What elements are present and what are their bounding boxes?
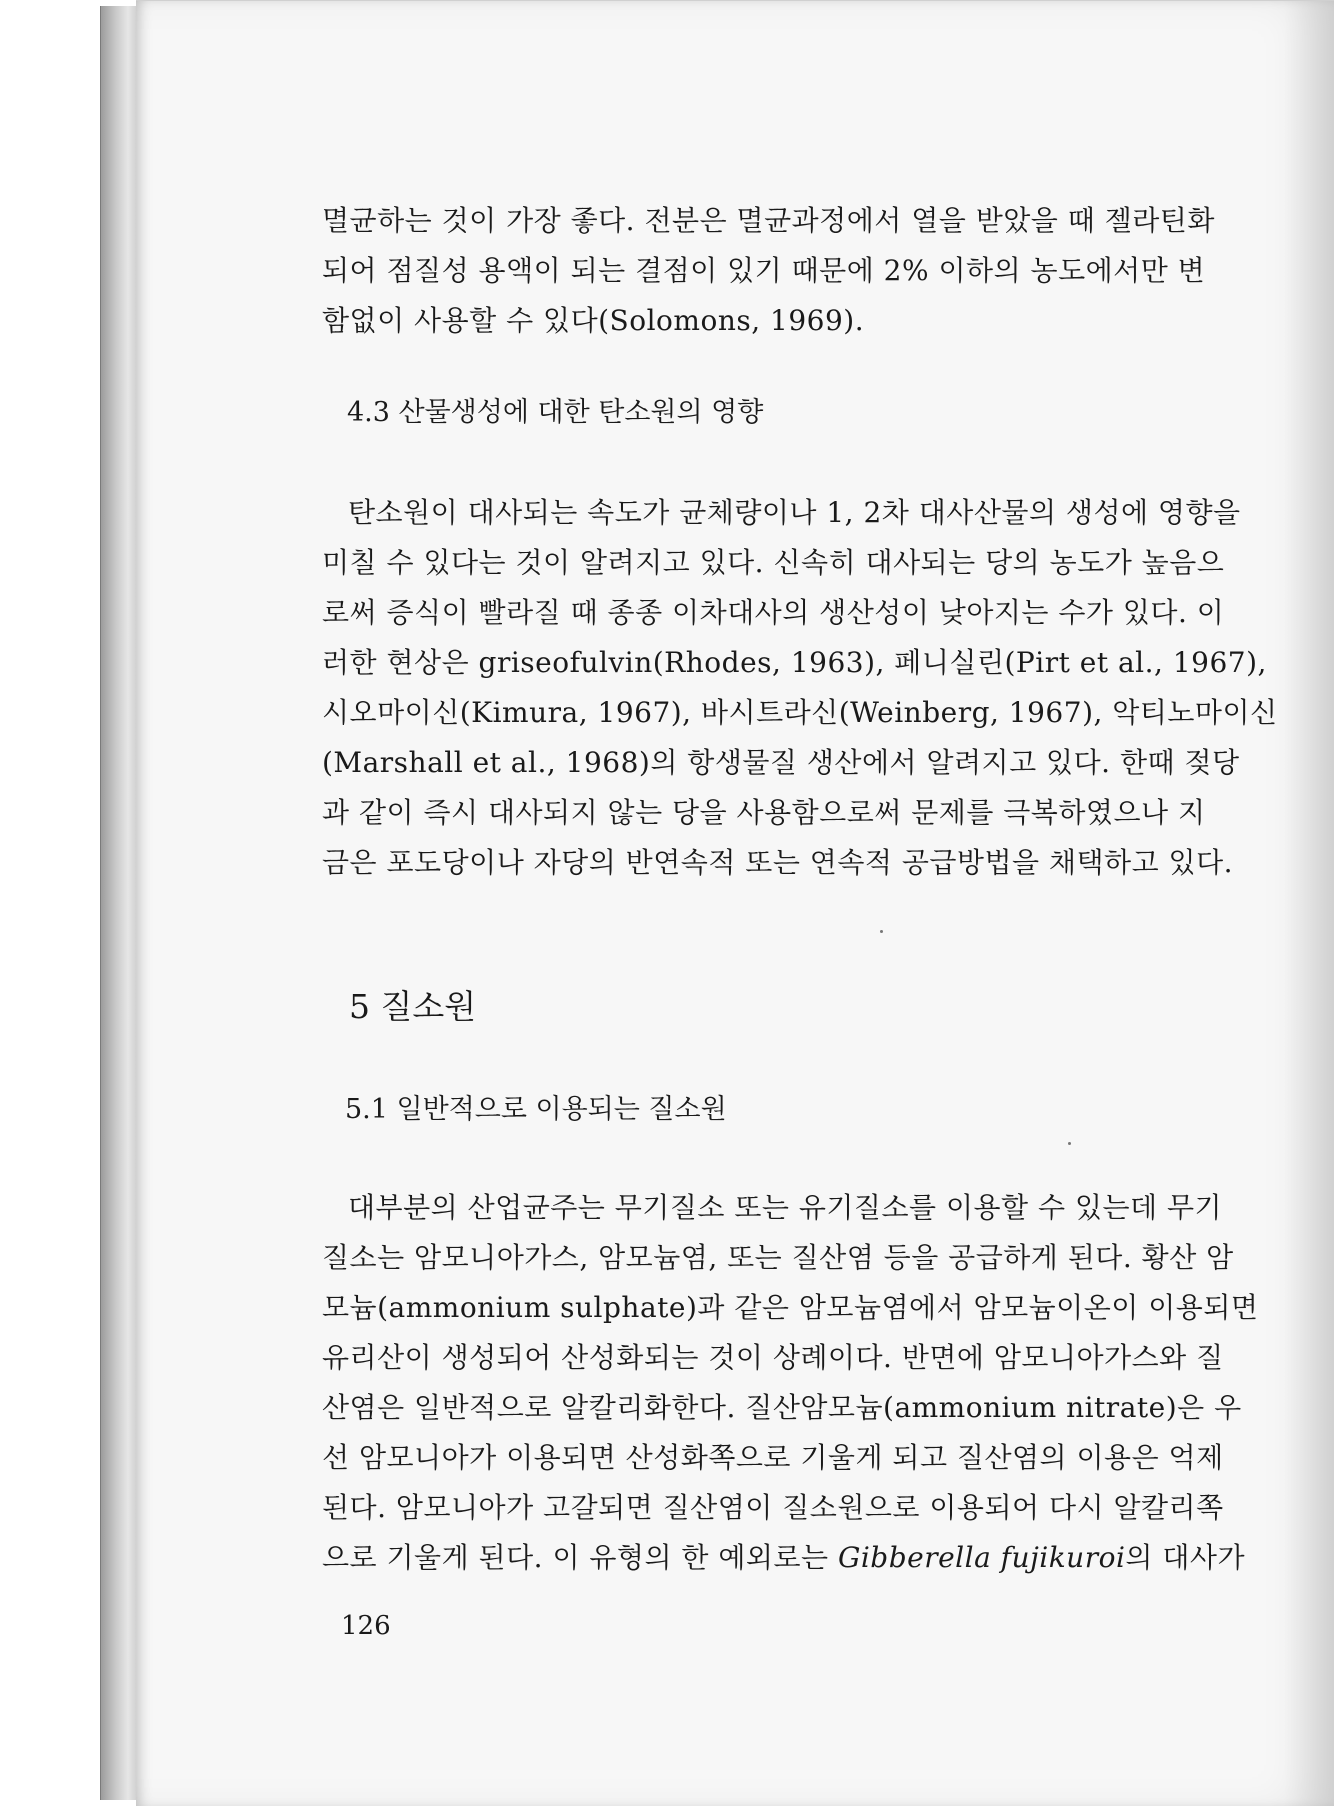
text-line: 된다. 암모니아가 고갈되면 질산염이 질소원으로 이용되어 다시 알칼리쪽 — [322, 1491, 1224, 1524]
species-name: Gibberella fujikuroi — [837, 1541, 1126, 1574]
section-5-1-heading-block — [345, 1090, 1207, 1130]
section-5-1-text — [322, 1183, 1259, 1583]
text-line: 되어 점질성 용액이 되는 결점이 있기 때문에 2% 이하의 농도에서만 변 — [322, 254, 1206, 287]
text-line: 멸균하는 것이 가장 좋다. 전분은 멸균과정에서 열을 받았을 때 젤라틴화 — [322, 204, 1215, 237]
text-line: 선 암모니아가 이용되면 산성화쪽으로 기울게 되고 질산염의 이용은 억제 — [322, 1441, 1224, 1474]
section-4-3-text — [322, 488, 1278, 888]
text-line: 유리산이 생성되어 산성화되는 것이 상례이다. 반면에 암모니아가스와 질 — [322, 1341, 1224, 1374]
intro-paragraph-text — [322, 196, 1215, 346]
section-4-3-paragraph — [322, 488, 1278, 888]
scan-speck — [880, 930, 883, 933]
text-line: (Marshall et al., 1968)의 항생물질 생산에서 알려지고 있다. 한때 젖당 — [322, 746, 1240, 779]
text-line: 과 같이 즉시 대사되지 않는 당을 사용함으로써 문제를 극복하였으나 지 — [322, 796, 1206, 829]
text-line: 질소는 암모니아가스, 암모늄염, 또는 질산염 등을 공급하게 된다. 황산 암 — [322, 1241, 1234, 1274]
intro-paragraph — [322, 196, 1215, 346]
section-heading: 5.1 일반적으로 이용되는 질소원 — [345, 1094, 727, 1125]
text-line: 러한 현상은 griseofulvin(Rhodes, 1963), 페니실린(Pirt et al., 1967), — [322, 646, 1267, 679]
section-4-3-heading-block — [347, 393, 1209, 433]
section-heading: 4.3 산물생성에 대한 탄소원의 영향 — [347, 397, 764, 428]
text-fragment: 의 대사가 — [1125, 1541, 1246, 1574]
text-line: 금은 포도당이나 자당의 반연속적 또는 연속적 공급방법을 채택하고 있다. — [322, 846, 1234, 879]
scan-speck — [1068, 1142, 1071, 1145]
section-5-1-paragraph — [322, 1183, 1259, 1583]
text-line: 모늄(ammonium sulphate)과 같은 암모늄염에서 암모늄이온이 이용되면 — [322, 1291, 1259, 1324]
text-line: 로써 증식이 빨라질 때 종종 이차대사의 생산성이 낮아지는 수가 있다. 이 — [322, 596, 1225, 629]
text-line: 대부분의 산업균주는 무기질소 또는 유기질소를 이용할 수 있는데 무기 — [348, 1191, 1223, 1224]
text-line: 미칠 수 있다는 것이 알려지고 있다. 신속히 대사되는 당의 농도가 높음으 — [322, 546, 1225, 579]
text-line-last — [322, 1533, 1246, 1583]
chapter-5-heading-block — [349, 985, 1211, 1029]
text-line: 탄소원이 대사되는 속도가 균체량이나 1, 2차 대사산물의 생성에 영향을 — [348, 496, 1241, 529]
chapter-heading: 5 질소원 — [349, 987, 477, 1026]
book-spine-edge — [100, 6, 137, 1800]
page-number: 126 — [341, 1611, 391, 1641]
page-shadow — [1284, 1, 1334, 1806]
text-line: 함없이 사용할 수 있다(Solomons, 1969). — [322, 304, 865, 337]
text-line: 산염은 일반적으로 알칼리화한다. 질산암모늄(ammonium nitrate)은 우 — [322, 1391, 1242, 1424]
text-fragment: 으로 기울게 된다. 이 유형의 한 예외로는 — [322, 1541, 838, 1574]
text-line: 시오마이신(Kimura, 1967), 바시트라신(Weinberg, 1967), 악티노마이신 — [322, 696, 1278, 729]
